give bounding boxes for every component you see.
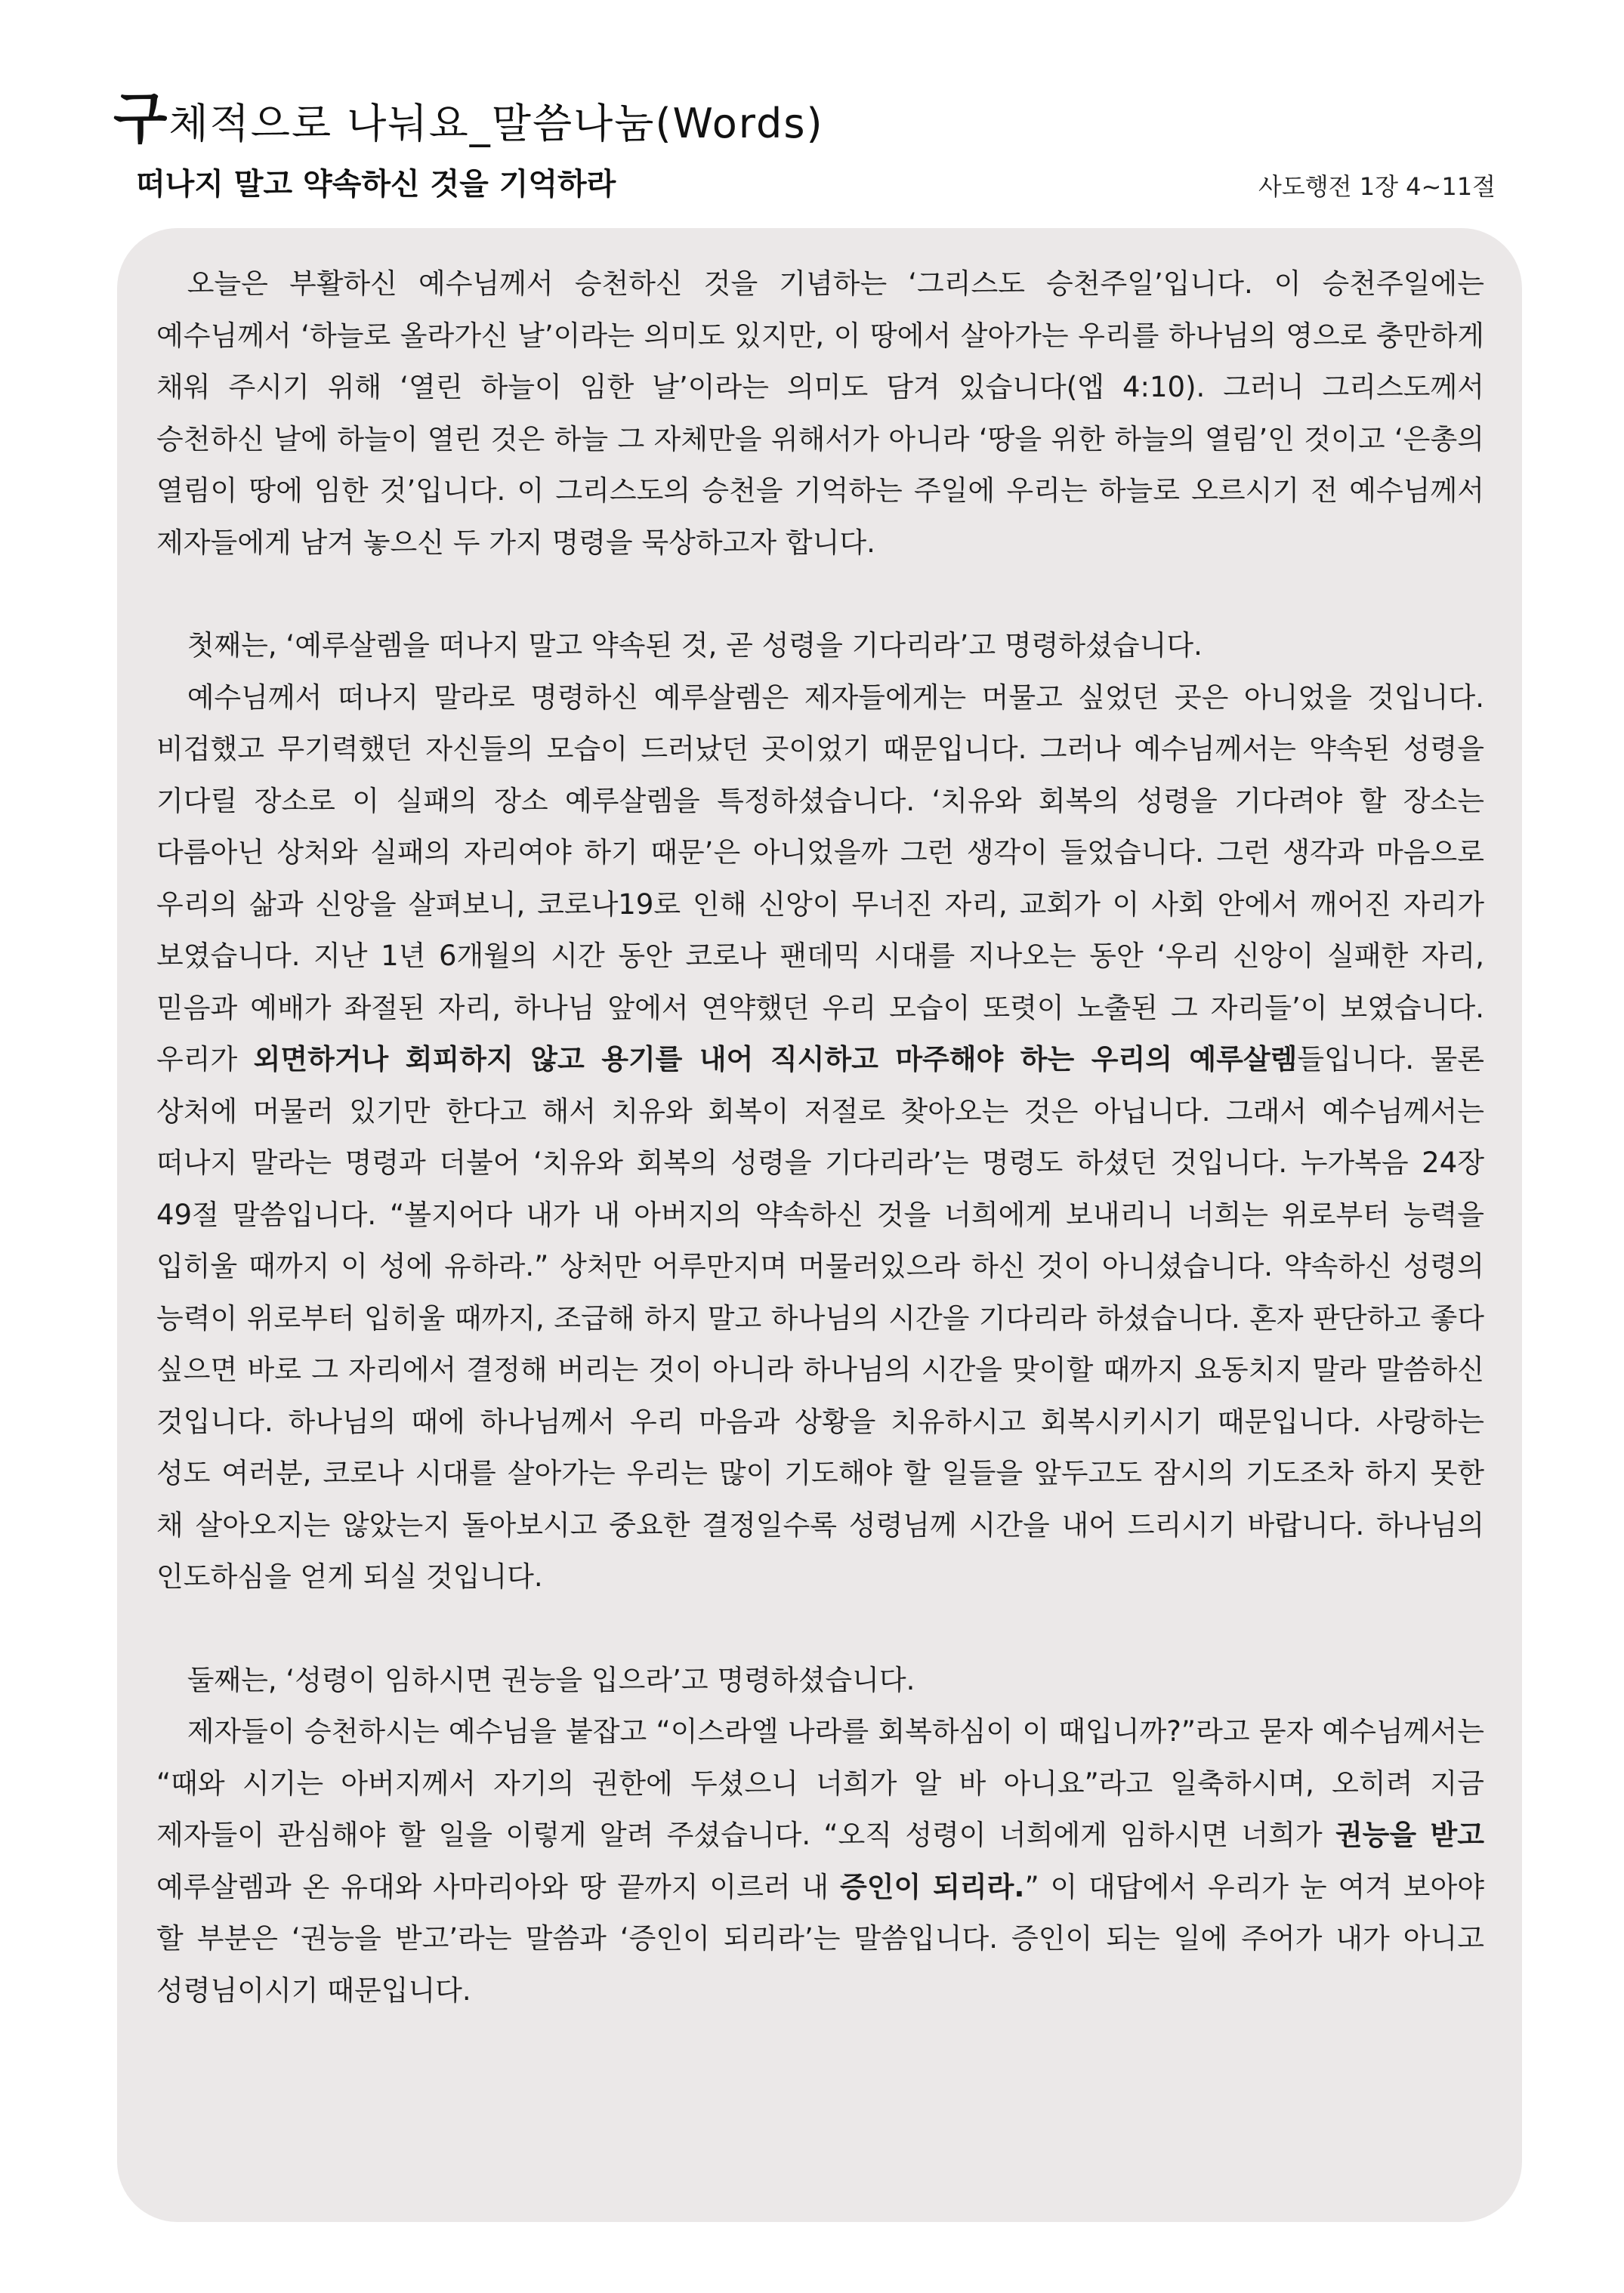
paragraph-first-command: 첫째는, ‘예루살렘을 떠나지 말고 약속된 것, 곧 성령을 기다리라’고 명령하셨습니다. <box>187 629 1203 662</box>
emphasized-text: 외면하거나 회피하지 않고 용기를 내어 직시하고 마주해야 하는 우리의 예루살렘 <box>253 1043 1298 1076</box>
text-segment: 들입니다. 물론 상처에 머물러 있기만 한다고 해서 치유와 회복이 저절로 찾아오는 것은 아닙니다. 그래서 예수님께서는 떠나지 말라는 명령과 더불어 ‘치유와 회복의 성령을 기다리라’는 명령도 하셨던 것입니다. 누가복음 24장 49절 말씀입니다. “볼지어다 내가 내 아버지의 약속하신 것을 너희에게 보내리니 너희는 위로부터 능력을 입히울 때까지 이 성에 유하라.” 상처만 어루만지며 머물러있으라 하신 것이 아니셨습니다. 약속하신 성령의 능력이 위로부터 입히울 때까지, 조급해 하지 말고 하나님의 시간을 기다리라 하셨습니다. 혼자 판단하고 좋다 싶으면 바로 그 자리에서 결정해 버리는 것이 아니라 하나님의 시간을 맞이할 때까지 요동치지 말라 말씀하신 것입니다. 하나님의 때에 하나님께서 우리 마음과 상황을 치유하시고 회복시키시기 때문입니다. 사랑하는 성도 여러분, 코로나 시대를 살아가는 우리는 많이 기도해야 할 일들을 앞두고도 잠시의 기도조차 하지 못한 채 살아오지는 않았는지 돌아보시고 중요한 결정일수록 성령님께 시간을 내어 드리시기 바랍니다. 하나님의 인도하심을 얻게 되실 것입니다. <box>156 1043 1484 1593</box>
text-segment: 예루살렘과 온 유대와 사마리아와 땅 끝까지 이르러 내 <box>156 1870 840 1903</box>
sermon-content-box <box>117 228 1522 2222</box>
section-title <box>113 74 824 154</box>
page-header <box>113 60 1496 227</box>
paragraph-second-command-body <box>156 1706 1484 2017</box>
section-title-text: 체적으로 나눠요_말씀나눔(Words) <box>168 100 824 147</box>
scripture-reference: 사도행전 1장 4~11절 <box>1258 172 1496 201</box>
text-segment: 제자들이 승천하시는 예수님을 붙잡고 “이스라엘 나라를 회복하심이 이 때입니까?”라고 묻자 예수님께서는 “때와 시기는 아버지께서 자기의 권한에 두셨으니 너희가 알 바 아니요”라고 일축하시며, 오히려 지금 제자들이 관심해야 할 일을 이렇게 알려 주셨습니다. “오직 성령이 너희에게 임하시면 너희가 <box>156 1715 1484 1851</box>
paragraph-spacer <box>156 1603 1484 1655</box>
section-title-initial: 구 <box>113 86 169 151</box>
paragraph-intro: 오늘은 부활하신 예수님께서 승천하신 것을 기념하는 ‘그리스도 승천주일’입니다. 이 승천주일에는 예수님께서 ‘하늘로 올라가신 날’이라는 의미도 있지만, 이 땅에서 살아가는 우리를 하나님의 영으로 충만하게 채워 주시기 위해 ‘열린 하늘이 임한 날’이라는 의미도 담겨 있습니다(엡 4:10). 그러니 그리스도께서 승천하신 날에 하늘이 열린 것은 하늘 그 자체만을 위해서가 아니라 ‘땅을 위한 하늘의 열림’인 것이고 ‘은총의 열림이 땅에 임한 것’입니다. 이 그리스도의 승천을 기억하는 주일에 우리는 하늘로 오르시기 전 예수님께서 제자들에게 남겨 놓으신 두 가지 명령을 묵상하고자 합니다. <box>156 267 1484 559</box>
text-segment: ” 이 대답에서 우리가 눈 여겨 보아야 할 부분은 ‘권능을 받고’라는 말씀과 ‘증인이 되리라’는 말씀입니다. 증인이 되는 일에 주어가 내가 아니고 성령님이시기 때문입니다. <box>156 1870 1485 2007</box>
paragraph-second-command: 둘째는, ‘성령이 임하시면 권능을 입으라’고 명령하셨습니다. <box>187 1663 915 1696</box>
emphasized-text: 증인이 되리라. <box>839 1870 1025 1903</box>
paragraph-first-command-body <box>156 672 1484 1603</box>
sermon-title: 떠나지 말고 약속하신 것을 기억하라 <box>136 167 616 202</box>
emphasized-text: 권능을 받고 <box>1335 1819 1484 1851</box>
paragraph-spacer <box>156 569 1484 620</box>
text-segment: 예수님께서 떠나지 말라로 명령하신 예루살렘은 제자들에게는 머물고 싶었던 곳은 아니었을 것입니다. 비겁했고 무기력했던 자신들의 모습이 드러났던 곳이었기 때문입니다. 그러나 예수님께서는 약속된 성령을 기다릴 장소로 이 실패의 장소 예루살렘을 특정하셨습니다. ‘치유와 회복의 성령을 기다려야 할 장소는 다름아닌 상처와 실패의 자리여야 하기 때문’은 아니었을까 그런 생각이 들었습니다. 그런 생각과 마음으로 우리의 삶과 신앙을 살펴보니, 코로나19로 인해 신앙이 무너진 자리, 교회가 이 사회 안에서 깨어진 자리가 보였습니다. 지난 1년 6개월의 시간 동안 코로나 팬데믹 시대를 지나오는 동안 ‘우리 신앙이 실패한 자리, 믿음과 예배가 좌절된 자리, 하나님 앞에서 연약했던 우리 모습이 또렷이 노출된 그 자리들’이 보였습니다. 우리가 <box>156 680 1484 1076</box>
